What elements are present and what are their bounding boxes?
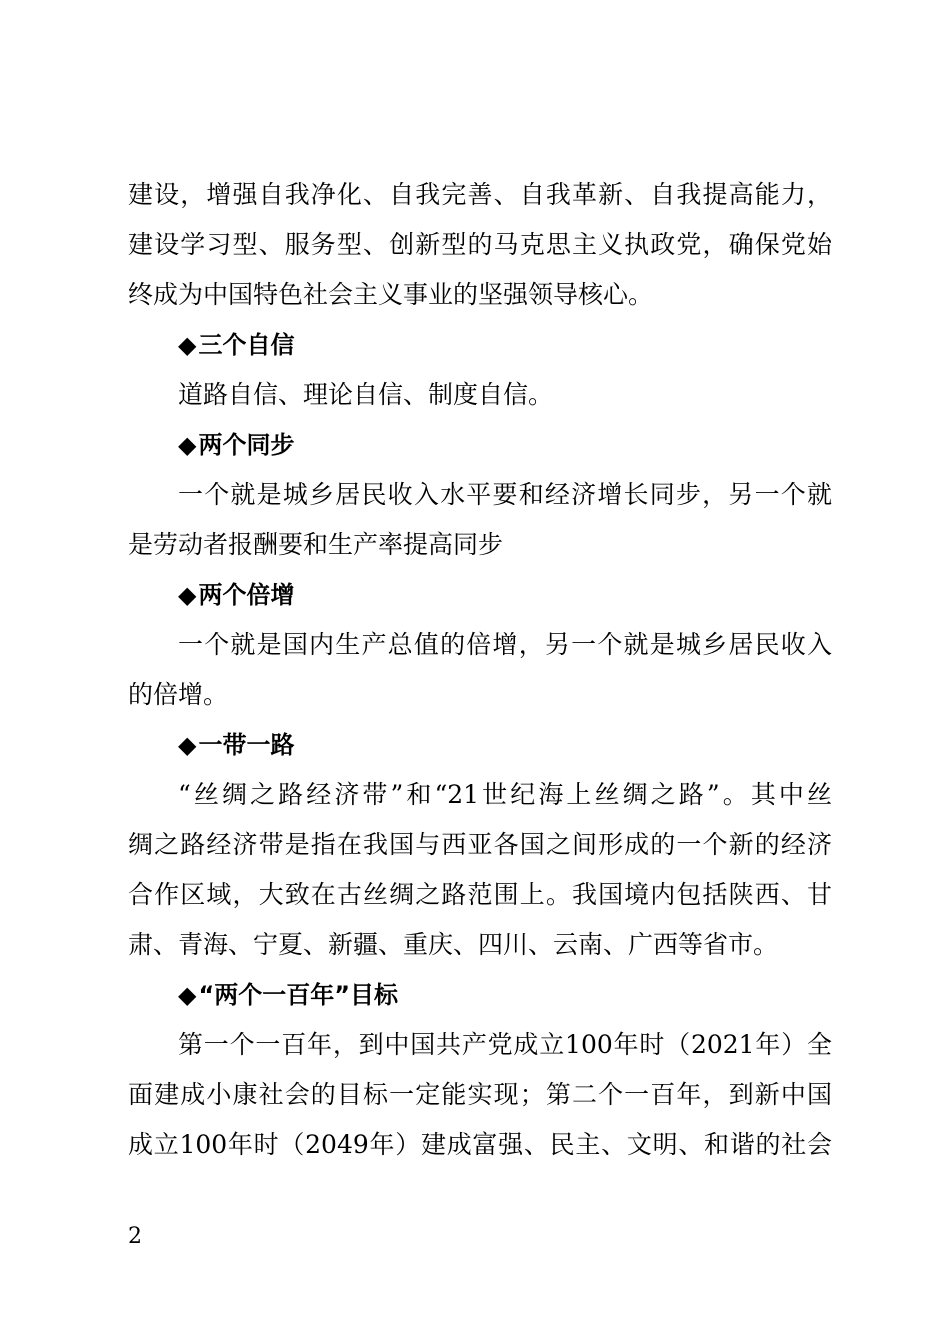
body-line: 合作区域，大致在古丝绸之路范围上。我国境内包括陕西、甘 [128, 880, 832, 909]
body-line: 建设，增强自我净化、自我完善、自我革新、自我提高能力， [128, 180, 832, 209]
body-line: 一个就是国内生产总值的倍增，另一个就是城乡居民收入 [178, 630, 832, 659]
body-text [128, 170, 832, 1170]
body-line: 建设学习型、服务型、创新型的马克思主义执政党，确保党始 [128, 230, 832, 259]
body-line: “丝绸之路经济带”和“21世纪海上丝绸之路”。其中丝 [178, 780, 832, 809]
body-line: 是劳动者报酬要和生产率提高同步 [128, 530, 504, 559]
section-heading-text: 两个倍增 [198, 581, 295, 609]
body-line: 第一个一百年，到中国共产党成立100年时（2021年）全 [178, 1030, 832, 1059]
section-heading-text: 两个同步 [198, 431, 295, 459]
body-line: 成立100年时（2049年）建成富强、民主、文明、和谐的社会 [128, 1130, 832, 1159]
body-line: 的倍增。 [128, 680, 229, 709]
body-line: 肃、青海、宁夏、新疆、重庆、四川、云南、广西等省市。 [128, 930, 779, 959]
body-line: 绸之路经济带是指在我国与西亚各国之间形成的一个新的经济 [128, 830, 832, 859]
body-line: 终成为中国特色社会主义事业的坚强领导核心。 [128, 280, 654, 309]
page-number: 2 [128, 1224, 142, 1249]
section-heading-text: 三个自信 [198, 331, 295, 359]
section-heading-belt-and-road [128, 720, 832, 770]
section-heading-three-confidences [128, 320, 832, 370]
body-line: 面建成小康社会的目标一定能实现；第二个一百年，到新中国 [128, 1080, 832, 1109]
body-line: 一个就是城乡居民收入水平要和经济增长同步，另一个就 [178, 480, 832, 509]
body-line: 道路自信、理论自信、制度自信。 [178, 380, 554, 409]
section-heading-two-centenary-goals [128, 970, 832, 1020]
section-heading-two-doublings [128, 570, 832, 620]
diamond-bullet-icon: ◆ [178, 331, 197, 359]
diamond-bullet-icon: ◆ [178, 731, 197, 759]
section-heading-two-synchronizations [128, 420, 832, 470]
diamond-bullet-icon: ◆ [178, 431, 197, 459]
diamond-bullet-icon: ◆ [178, 981, 197, 1009]
diamond-bullet-icon: ◆ [178, 581, 197, 609]
section-heading-text: “两个一百年”目标 [198, 981, 399, 1009]
section-heading-text: 一带一路 [198, 731, 295, 759]
